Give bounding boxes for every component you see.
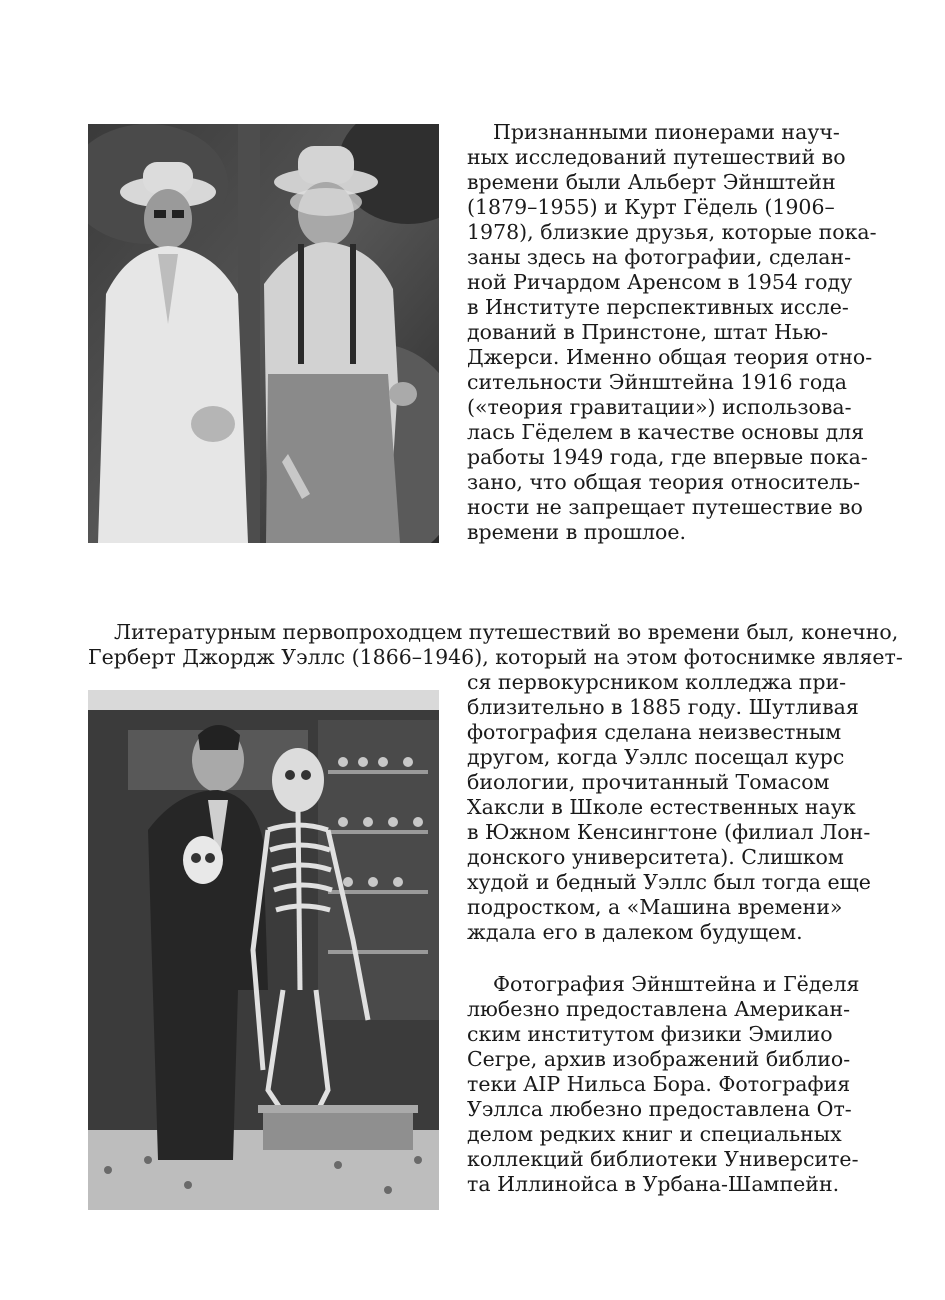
text-line: биологии, прочитанный Томасом xyxy=(467,770,830,794)
text-line: времени были Альберт Эйнштейн xyxy=(467,170,836,194)
text-line: Фотография Эйнштейна и Гёделя xyxy=(493,972,860,996)
text-line: зано, что общая теория относитель- xyxy=(467,470,861,494)
text-line: Признанными пионерами науч- xyxy=(493,120,840,144)
text-line: Уэллса любезно предоставлена От- xyxy=(467,1097,852,1121)
text-line: времени в прошлое. xyxy=(467,520,686,544)
text-line: Герберт Джордж Уэллс (1866–1946), который на этом фотоснимке являет- xyxy=(88,645,903,669)
text-line: теки AIP Нильса Бора. Фотография xyxy=(467,1072,851,1096)
text-line: ных исследований путешествий во xyxy=(467,145,846,169)
text-line: делом редких книг и специальных xyxy=(467,1122,842,1146)
wells-skeleton-photo xyxy=(88,690,439,1210)
paragraph-wells-side xyxy=(467,670,871,945)
text-line: любезно предоставлена Американ- xyxy=(467,997,851,1021)
paragraph-wells-lead xyxy=(88,620,903,670)
text-line: фотография сделана неизвестным xyxy=(467,720,842,744)
text-line: ским институтом физики Эмилио xyxy=(467,1022,833,1046)
text-line: другом, когда Уэллс посещал курс xyxy=(467,745,845,769)
text-line: заны здесь на фотографии, сделан- xyxy=(467,245,852,269)
text-line: в Институте перспективных иссле- xyxy=(467,295,849,319)
paragraph-photo-credits xyxy=(467,972,860,1197)
text-line: та Иллинойса в Урбана-Шампейн. xyxy=(467,1172,840,1196)
text-line: худой и бедный Уэллс был тогда еще xyxy=(467,870,871,894)
text-line: 1978), близкие друзья, которые пока- xyxy=(467,220,877,244)
text-line: лась Гёделем в качестве основы для xyxy=(467,420,865,444)
text-line: подростком, а «Машина времени» xyxy=(467,895,843,919)
text-line: ной Ричардом Аренсом в 1954 году xyxy=(467,270,853,294)
paragraph-einstein-goedel xyxy=(467,120,877,545)
text-line: ся первокурсником колледжа при- xyxy=(467,670,847,694)
text-line: донского университета). Слишком xyxy=(467,845,844,869)
text-line: ждала его в далеком будущем. xyxy=(467,920,803,944)
text-line: Хаксли в Школе естественных наук xyxy=(467,795,856,819)
text-line: ности не запрещает путешествие во xyxy=(467,495,863,519)
text-line: Сегре, архив изображений библио- xyxy=(467,1047,851,1071)
text-line: (1879–1955) и Курт Гёдель (1906– xyxy=(467,195,835,219)
text-line: коллекций библиотеки Университе- xyxy=(467,1147,859,1171)
text-line: работы 1949 года, где впервые пока- xyxy=(467,445,868,469)
text-line: в Южном Кенсингтоне (филиал Лон- xyxy=(467,820,871,844)
text-line: сительности Эйнштейна 1916 года xyxy=(467,370,848,394)
text-line: Джерси. Именно общая теория отно- xyxy=(467,345,873,369)
text-line: («теория гравитации») использова- xyxy=(467,395,852,419)
text-line: дований в Принстоне, штат Нью- xyxy=(467,320,828,344)
einstein-goedel-photo xyxy=(88,124,439,543)
text-line: Литературным первопроходцем путешествий во времени был, конечно, xyxy=(114,620,899,644)
text-line: близительно в 1885 году. Шутливая xyxy=(467,695,859,719)
